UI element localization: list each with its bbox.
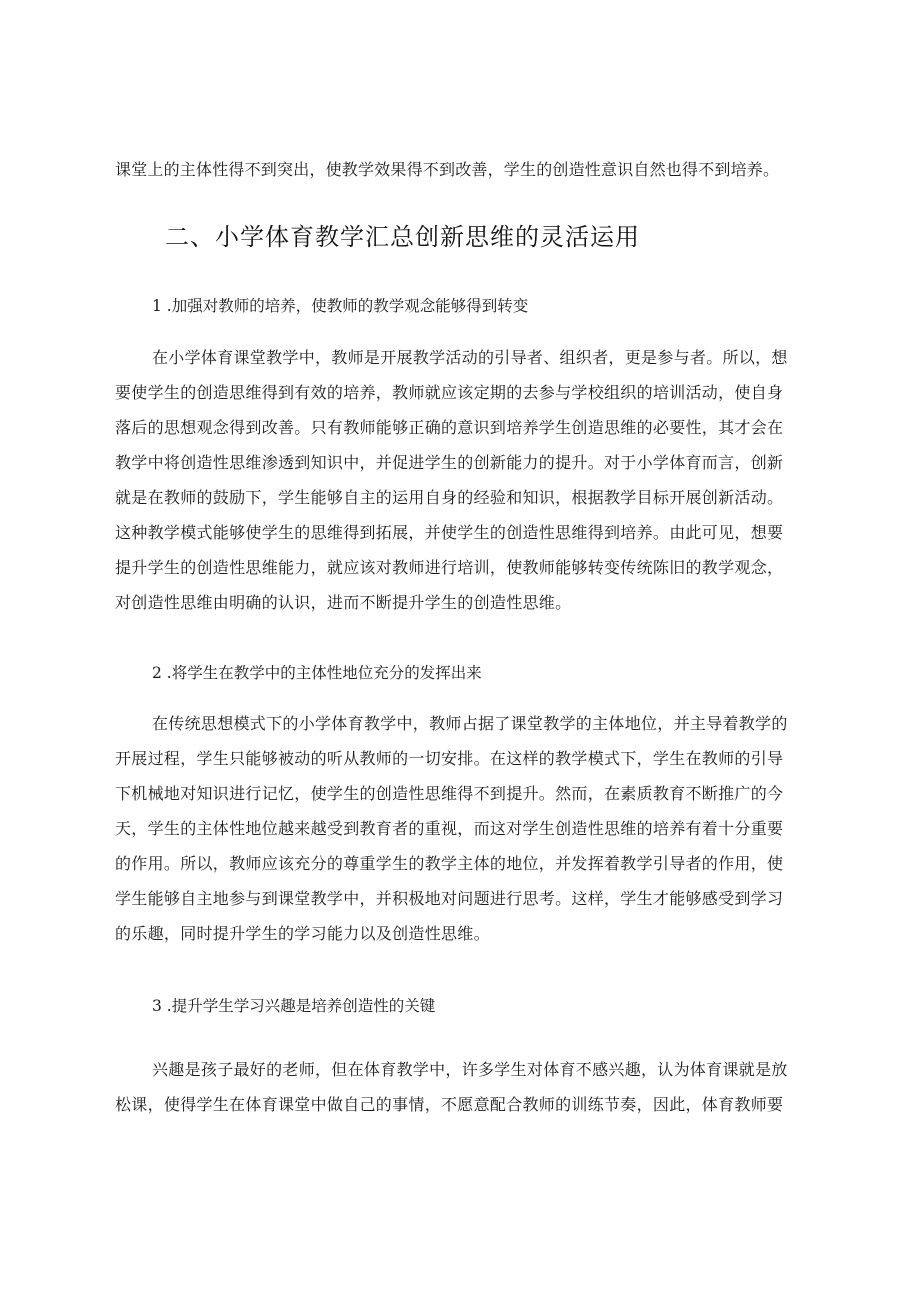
paragraph-line: 要使学生的创造思维得到有效的培养，教师就应该定期的去参与学校组织的培训活动，使自身 [115,383,784,402]
paragraph-line: 下机械地对知识进行记忆，使学生的创造性思维得不到提升。然而，在素质教育不断推广的今 [115,784,784,803]
paragraph-line: 开展过程，学生只能够被动的听从教师的一切安排。在这样的教学模式下，学生在教师的引导 [115,749,784,768]
subsection-heading-2: 2 .将学生在教学中的主体性地位充分的发挥出来 [152,664,482,682]
paragraph-line: 的乐趣，同时提升学生的学习能力以及创造性思维。 [115,924,490,943]
section-title: 二、小学体育教学汇总创新思维的灵活运用 [165,223,640,251]
paragraph-line: 教学中将创造性思维渗透到知识中，并促进学生的创新能力的提升。对于小学体育而言，创新 [115,453,784,472]
paragraph-line: 就是在教师的鼓励下，学生能够自主的运用自身的经验和知识，根据教学目标开展创新活动。 [115,488,784,507]
paragraph-line: 的作用。所以，教师应该充分的尊重学生的教学主体的地位，并发挥着教学引导者的作用，使 [115,854,784,873]
paragraph-line: 在传统思想模式下的小学体育教学中，教师占据了课堂教学的主体地位，并主导着教学的 [152,714,788,733]
paragraph-line: 松课，使得学生在体育课堂中做自己的事情，不愿意配合教师的训练节奏，因此，体育教师要 [115,1095,784,1114]
intro-line: 课堂上的主体性得不到突出，使教学效果得不到改善，学生的创造性意识自然也得不到培养。 [115,160,780,179]
subsection-heading-1: 1 .加强对教师的培养，使教师的教学观念能够得到转变 [152,297,529,315]
paragraph-line: 落后的思想观念得到改善。只有教师能够正确的意识到培养学生创造思维的必要性，其才会在 [115,418,784,437]
subsection-heading-3: 3 .提升学生学习兴趣是培养创造性的关键 [152,997,436,1015]
paragraph-line: 天，学生的主体性地位越来越受到教育者的重视，而这对学生创造性思维的培养有着十分重要 [115,819,784,838]
paragraph-line: 对创造性思维由明确的认识，进而不断提升学生的创造性思维。 [115,593,572,612]
paragraph-line: 提升学生的创造性思维能力，就应该对教师进行培训，使教师能够转变传统陈旧的教学观念， [115,558,784,577]
paragraph-line: 兴趣是孩子最好的老师，但在体育教学中，许多学生对体育不感兴趣，认为体育课就是放 [152,1060,788,1079]
paragraph-line: 这种教学模式能够使学生的思维得到拓展，并使学生的创造性思维得到培养。由此可见，想要 [115,523,784,542]
paragraph-line: 在小学体育课堂教学中，教师是开展教学活动的引导者、组织者，更是参与者。所以，想 [152,348,788,367]
paragraph-line: 学生能够自主地参与到课堂教学中，并积极地对问题进行思考。这样，学生才能够感受到学习 [115,889,784,908]
